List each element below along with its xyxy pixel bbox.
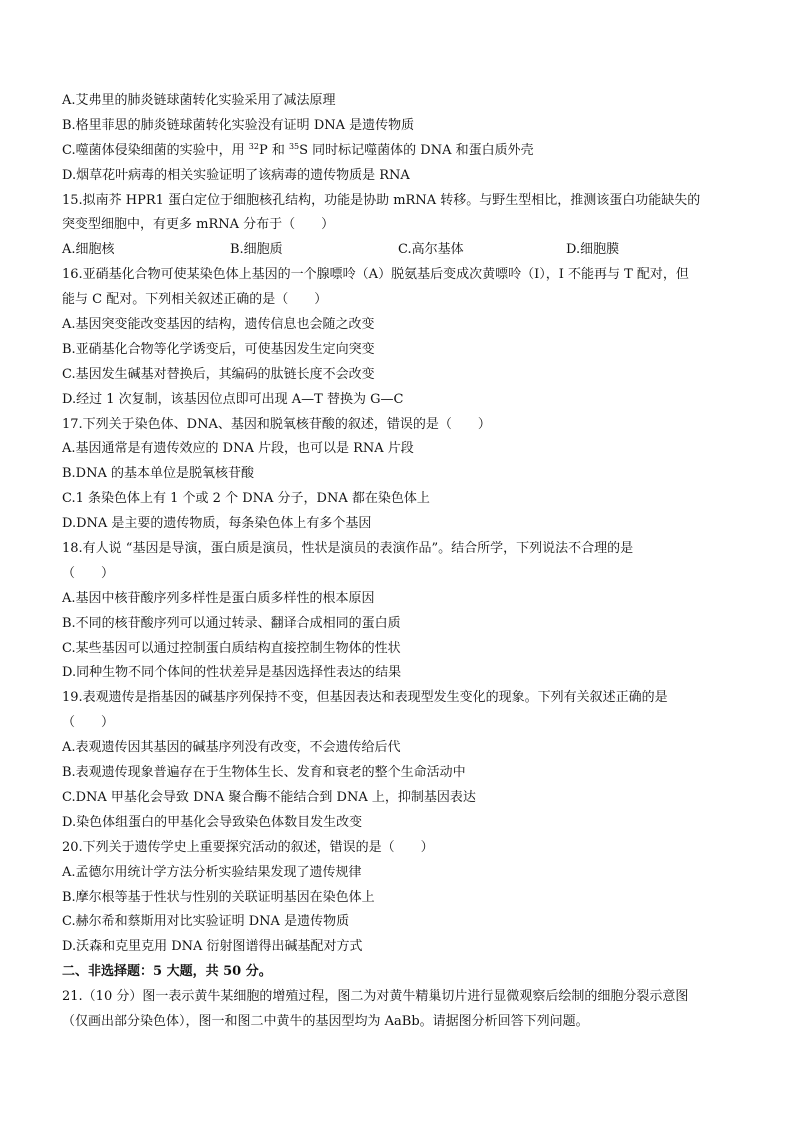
- q15-option-a: A.细胞核: [62, 242, 115, 258]
- q18-option-d: D.同种生物不同个体间的性状差异是基因选择性表达的结果: [62, 665, 402, 681]
- q16-stem-line1: 16.亚硝基化合物可使某染色体上基因的一个腺嘌呤（A）脱氨基后变成次黄嘌呤（I），I 不能再与 T 配对，但: [62, 267, 689, 283]
- q14-option-a: A.艾弗里的肺炎链球菌转化实验采用了减法原理: [62, 93, 336, 108]
- exam-page: [62, 89, 742, 1035]
- q18-stem-line2: （ ）: [62, 565, 115, 581]
- q15-options: [62, 238, 742, 263]
- q16-option-b: B.亚硝基化合物等化学诱变后，可使基因发生定向突变: [62, 341, 375, 357]
- section-heading: 二、非选择题：5 大题，共 50 分。: [62, 964, 272, 980]
- q20-option-c: C.赫尔希和蔡斯用对比实验证明 DNA 是遗传物质: [62, 914, 350, 930]
- q18-stem-line1: 18.有人说 “基因是导演，蛋白质是演员，性状是演员的表演作品”。结合所学，下列说法不合理的是: [62, 541, 634, 557]
- q14-option-b: B.格里菲思的肺炎链球菌转化实验没有证明 DNA 是遗传物质: [62, 117, 415, 133]
- q18-option-a: A.基因中核苷酸序列多样性是蛋白质多样性的根本原因: [62, 590, 375, 606]
- q19-option-c: C.DNA 甲基化会导致 DNA 聚合酶不能结合到 DNA 上，抑制基因表达: [62, 789, 476, 805]
- q19-stem-line1: 19.表观遗传是指基因的碱基序列保持不变，但基因表达和表现型发生变化的现象。下列有关叙述正确的是: [62, 690, 668, 706]
- q16-option-c: C.基因发生碱基对替换后，其编码的肽链长度不会改变: [62, 366, 375, 382]
- q16-option-d: D.经过 1 次复制，该基因位点即可出现 A—T 替换为 G—C: [62, 391, 404, 407]
- q18-option-c: C.某些基因可以通过控制蛋白质结构直接控制生物体的性状: [62, 640, 401, 656]
- q21-stem-line2: （仅画出部分染色体），图一和图二中黄牛的基因型均为 AaBb。请据图分析回答下列问题。: [62, 1013, 589, 1029]
- q17-option-c: C.1 条染色体上有 1 个或 2 个 DNA 分子，DNA 都在染色体上: [62, 491, 430, 507]
- q17-stem: 17.下列关于染色体、DNA、基因和脱氧核苷酸的叙述，错误的是（ ）: [62, 416, 491, 432]
- q19-option-b: B.表观遗传现象普遍存在于生物体生长、发育和衰老的整个生命活动中: [62, 765, 466, 781]
- q15-option-d: D.细胞膜: [566, 242, 620, 258]
- q19-stem-line2: （ ）: [62, 715, 115, 731]
- q14-option-c: C.噬菌体侵染细菌的实验中，用 $^{32}$P 和 $^{35}$S 同时标记噬菌体的 DNA 和蛋白质外壳: [62, 141, 534, 158]
- q14-option-d: D.烟草花叶病毒的相关实验证明了该病毒的遗传物质是 RNA: [62, 167, 410, 183]
- q18-option-b: B.不同的核苷酸序列可以通过转录、翻译合成相同的蛋白质: [62, 615, 401, 631]
- q15-stem-line2: 突变型细胞中，有更多 mRNA 分布于（ ）: [62, 217, 335, 233]
- q19-option-d: D.染色体组蛋白的甲基化会导致染色体数目发生改变: [62, 814, 363, 830]
- q17-option-b: B.DNA 的基本单位是脱氧核苷酸: [62, 466, 255, 482]
- q15-option-c: C.高尔基体: [398, 242, 464, 258]
- q15-stem-line1: 15.拟南芥 HPR1 蛋白定位于细胞核孔结构，功能是协助 mRNA 转移。与野生型相比，推测该蛋白功能缺失的: [62, 192, 701, 208]
- q17-option-a: A.基因通常是有遗传效应的 DNA 片段，也可以是 RNA 片段: [62, 441, 414, 457]
- q16-option-a: A.基因突变能改变基因的结构，遗传信息也会随之改变: [62, 317, 375, 333]
- q20-option-d: D.沃森和克里克用 DNA 衍射图谱得出碱基配对方式: [62, 939, 363, 955]
- q16-stem-line2: 能与 C 配对。下列相关叙述正确的是（ ）: [62, 292, 328, 308]
- q15-option-b: B.细胞质: [230, 242, 283, 258]
- q21-stem-line1: 21.（10 分）图一表示黄牛某细胞的增殖过程，图二为对黄牛精巢切片进行显微观察后绘制的细胞分裂示意图: [62, 989, 689, 1005]
- q19-option-a: A.表观遗传因其基因的碱基序列没有改变，不会遗传给后代: [62, 740, 401, 756]
- q17-option-d: D.DNA 是主要的遗传物质，每条染色体上有多个基因: [62, 516, 372, 532]
- q20-stem: 20.下列关于遗传学史上重要探究活动的叙述，错误的是（ ）: [62, 839, 434, 855]
- q20-option-b: B.摩尔根等基于性状与性别的关联证明基因在染色体上: [62, 889, 375, 905]
- q20-option-a: A.孟德尔用统计学方法分析实验结果发现了遗传规律: [62, 864, 362, 880]
